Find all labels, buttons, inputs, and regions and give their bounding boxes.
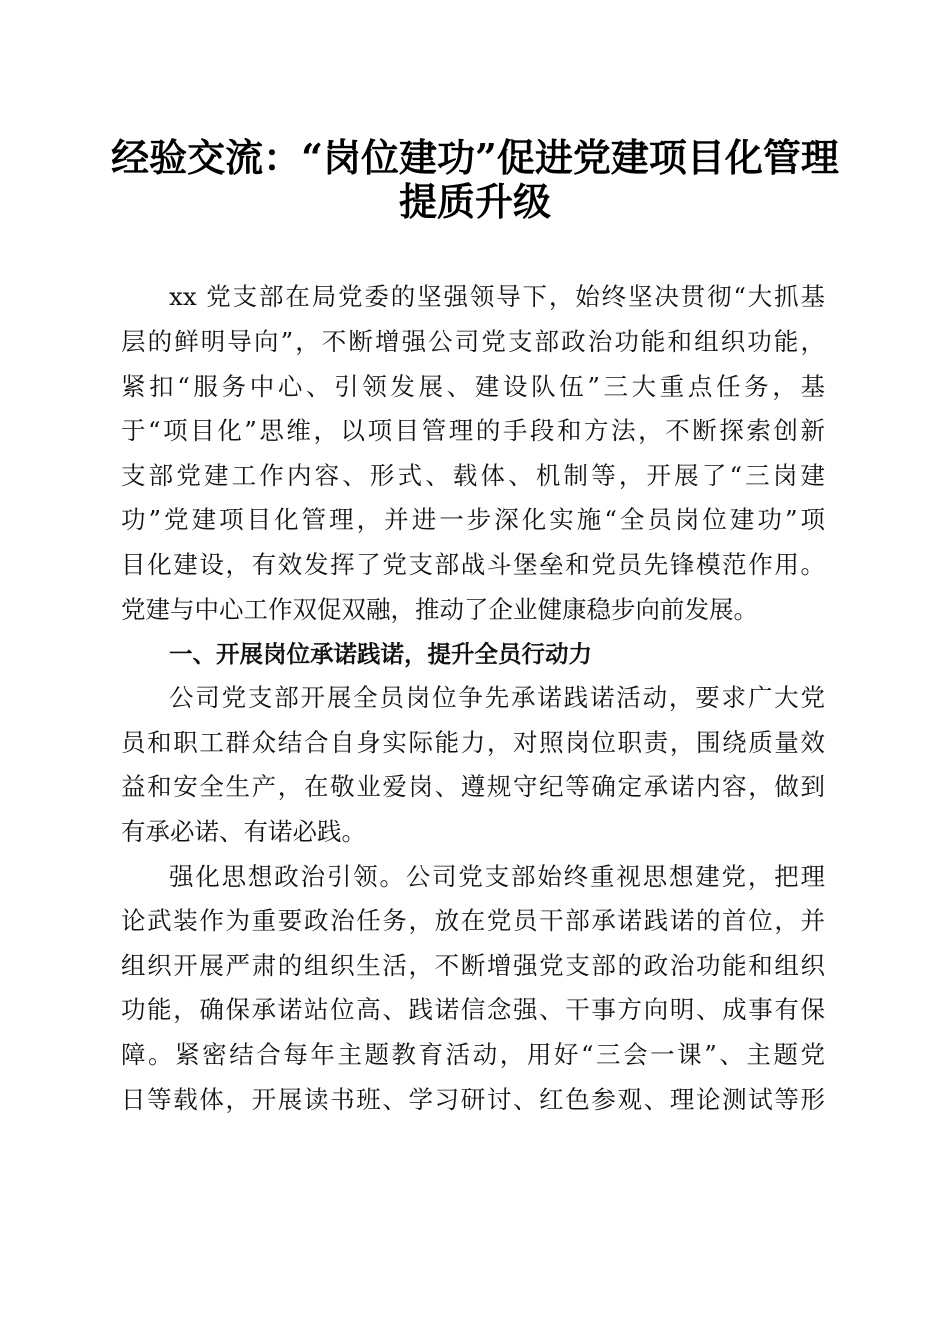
paragraph-line: 员和职工群众结合自身实际能力，对照岗位职责，围绕质量效: [121, 728, 825, 757]
document-title-line-2: 提质升级: [398, 179, 551, 224]
section-heading: 一、开展岗位承诺践诺，提升全员行动力: [169, 640, 592, 668]
paragraph-line: 层的鲜明导向”，不断增强公司党支部政治功能和组织功能，: [121, 327, 825, 356]
paragraph-line: 有承必诺、有诺必践。: [121, 817, 366, 846]
paragraph-line: 日等载体，开展读书班、学习研讨、红色参观、理论测试等形: [121, 1085, 825, 1114]
paragraph-line: 益和安全生产，在敬业爱岗、遵规守纪等确定承诺内容，做到: [121, 772, 825, 801]
paragraph-line: 障。紧密结合每年主题教育活动，用好“三会一课”、主题党: [121, 1040, 825, 1069]
paragraph-line: 强化思想政治引领。公司党支部始终重视思想建党，把理: [169, 862, 825, 891]
paragraph-line: 组织开展严肃的组织生活，不断增强党支部的政治功能和组织: [121, 951, 825, 980]
paragraph-line: 支部党建工作内容、形式、载体、机制等，开展了“三岗建: [121, 461, 825, 490]
paragraph-line: 于“项目化”思维，以项目管理的手段和方法，不断探索创新: [121, 416, 825, 445]
paragraph-line: 公司党支部开展全员岗位争先承诺践诺活动，要求广大党: [169, 683, 825, 712]
paragraph-line: xx 党支部在局党委的坚强领导下，始终坚决贯彻“大抓基: [169, 282, 825, 311]
paragraph-line: 功”党建项目化管理，并进一步深化实施“全员岗位建功”项: [121, 505, 825, 534]
paragraph-line: 党建与中心工作双促双融，推动了企业健康稳步向前发展。: [121, 595, 758, 624]
paragraph-line: 目化建设，有效发挥了党支部战斗堡垒和党员先锋模范作用。: [121, 550, 825, 579]
paragraph-line: 功能，确保承诺站位高、践诺信念强、干事方向明、成事有保: [121, 995, 825, 1024]
paragraph-line: 论武装作为重要政治任务，放在党员干部承诺践诺的首位，并: [121, 906, 825, 935]
document-title-line-1: 经验交流：“岗位建功”促进党建项目化管理: [111, 135, 839, 180]
paragraph-line: 紧扣“服务中心、引领发展、建设队伍”三大重点任务，基: [121, 372, 825, 401]
